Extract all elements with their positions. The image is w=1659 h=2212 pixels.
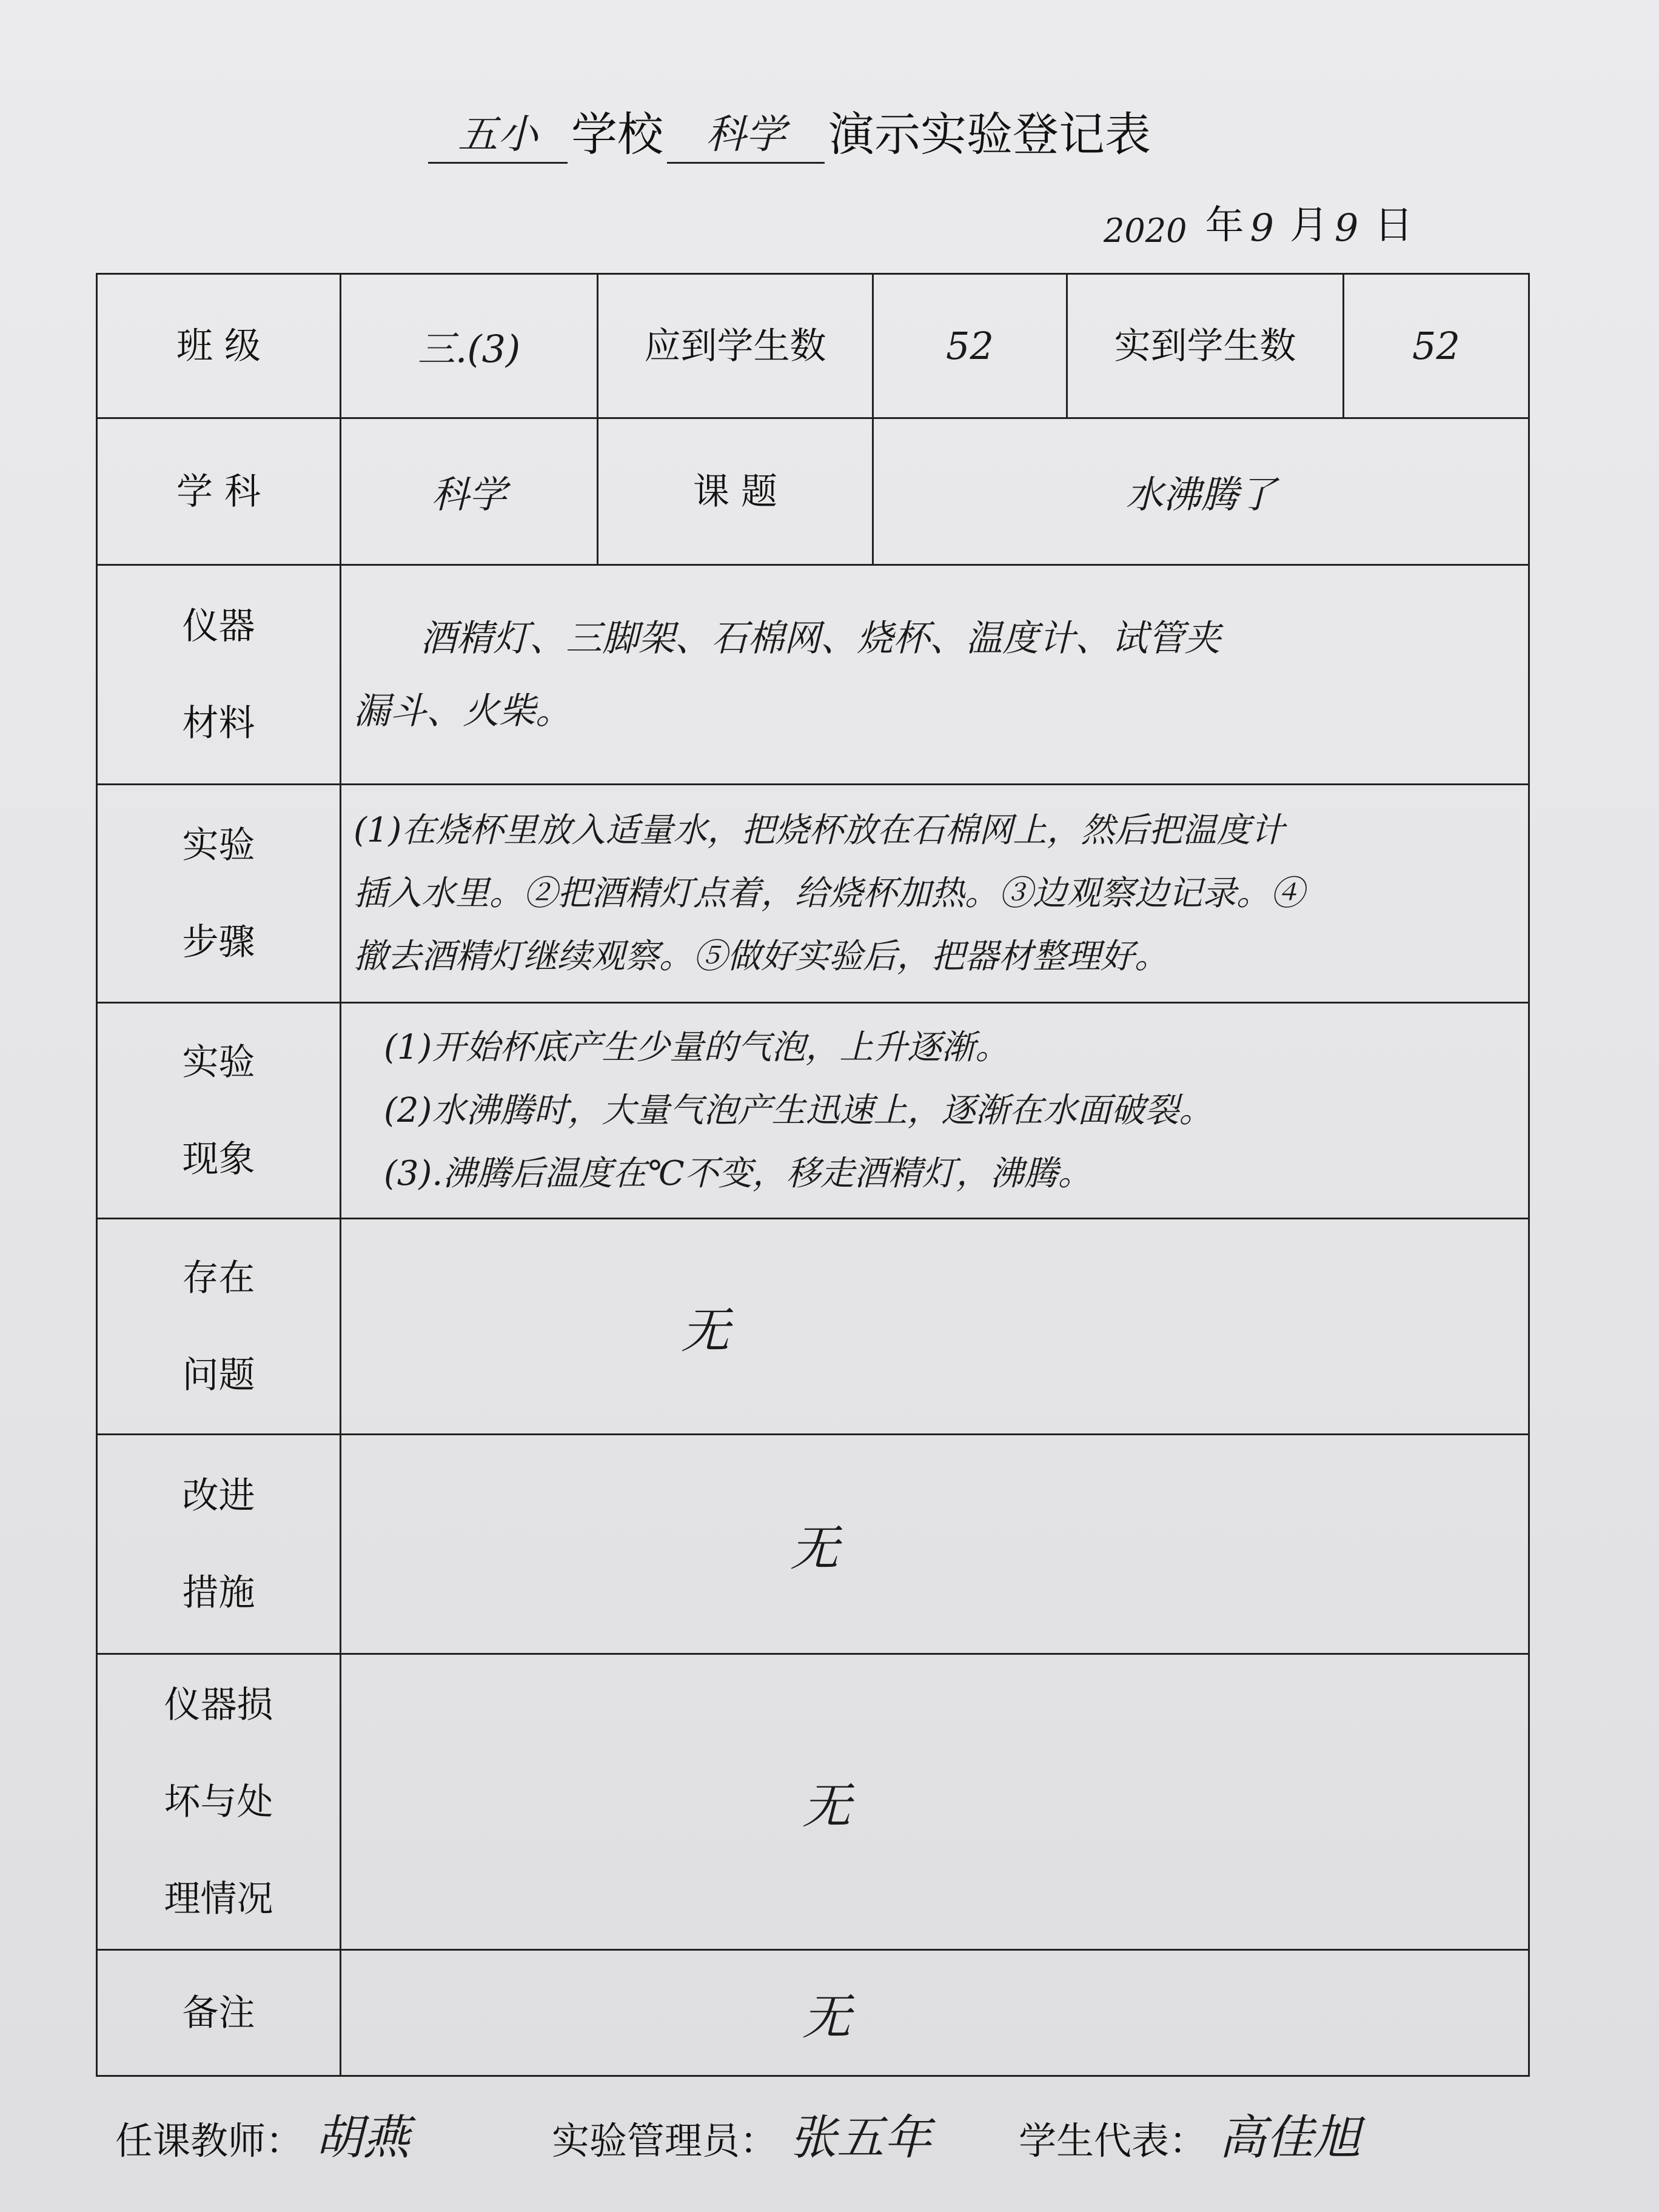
date-month: 9 (1250, 206, 1274, 250)
table-row (97, 1003, 1529, 1219)
phenomena-label-line: 实验 (182, 1041, 255, 1084)
problems-value: 无 (341, 1219, 1529, 1435)
school-name: 五小 (428, 102, 568, 164)
class-label: 班 级 (97, 274, 341, 418)
steps-line: 插入水里。②把酒精灯点着，给烧杯加热。③边观察边记录。④ (354, 873, 1304, 913)
student-value: 高佳旭 (1219, 2111, 1361, 2165)
damage-value: 无 (341, 1654, 1529, 1950)
table-row (97, 1435, 1529, 1654)
steps-line: (1)在烧杯里放入适量水，把烧杯放在石棉网上，然后把温度计 (354, 810, 1285, 850)
teacher-value: 胡燕 (315, 2111, 411, 2165)
date-month-label: 月 (1289, 203, 1329, 248)
steps-label-line: 实验 (182, 823, 255, 866)
steps-label-line: 步骤 (182, 920, 255, 964)
teacher-signature (115, 2100, 410, 2168)
school-label: 学校 (571, 107, 663, 161)
date-day: 9 (1334, 206, 1359, 250)
problems-label-line: 问题 (182, 1353, 255, 1396)
student-signature (1019, 2100, 1361, 2168)
actual-students-label: 实到学生数 (1067, 274, 1344, 418)
signature-footer (115, 2089, 1546, 2180)
equipment-label-line: 仪器 (182, 605, 255, 648)
phenomena-line: (3).沸腾后温度在℃不变，移走酒精灯，沸腾。 (384, 1153, 1092, 1193)
equipment-line: 酒精灯、三脚架、石棉网、烧杯、温度计、试管夹 (420, 617, 1221, 660)
phenomena-content (341, 1003, 1529, 1219)
problems-label-line: 存在 (182, 1256, 255, 1299)
steps-content (341, 785, 1529, 1003)
table-row (97, 1950, 1529, 2076)
date-year-label: 年 (1205, 203, 1244, 248)
teacher-label: 任课教师： (115, 2119, 304, 2163)
admin-signature (552, 2100, 931, 2168)
subject-label: 学 科 (97, 418, 341, 565)
equipment-content (341, 565, 1529, 785)
improvements-label-line: 改进 (182, 1474, 255, 1517)
actual-students-value: 52 (1344, 274, 1529, 418)
table-row (97, 1219, 1529, 1435)
table-row (97, 785, 1529, 1003)
title-suffix: 演示实验登记表 (828, 107, 1151, 161)
problems-label (97, 1219, 341, 1435)
table-row (97, 274, 1529, 418)
title-subject: 科学 (667, 102, 825, 164)
damage-label-line: 仪器损 (164, 1683, 273, 1726)
damage-label-line: 坏与处 (164, 1780, 273, 1823)
damage-label (97, 1654, 341, 1950)
table-row (97, 418, 1529, 565)
admin-value: 张五年 (789, 2111, 932, 2165)
damage-label-line: 理情况 (164, 1877, 273, 1920)
improvements-value: 无 (341, 1435, 1529, 1654)
improvements-label (97, 1435, 341, 1654)
student-label: 学生代表： (1019, 2119, 1207, 2163)
steps-label (97, 785, 341, 1003)
phenomena-line: (1)开始杯底产生少量的气泡，上升逐渐。 (384, 1027, 1010, 1067)
remarks-value: 无 (341, 1950, 1529, 2076)
topic-value: 水沸腾了 (873, 418, 1529, 565)
phenomena-line: (2)水沸腾时，大量气泡产生迅速上，逐渐在水面破裂。 (384, 1090, 1213, 1130)
subject-value: 科学 (341, 418, 598, 565)
form-title (424, 97, 1213, 164)
table-row (97, 1654, 1529, 1950)
steps-line: 撤去酒精灯继续观察。⑤做好实验后，把器材整理好。 (354, 936, 1168, 976)
improvements-label-line: 措施 (182, 1571, 255, 1614)
date-day-label: 日 (1374, 203, 1413, 248)
form-date (1104, 195, 1413, 250)
class-value: 三.(3) (341, 274, 598, 418)
expected-students-value: 52 (873, 274, 1067, 418)
equipment-label (97, 565, 341, 785)
date-year: 2020 (1104, 212, 1187, 250)
phenomena-label-line: 现象 (182, 1138, 255, 1181)
admin-label: 实验管理员： (552, 2119, 778, 2163)
equipment-line: 漏斗、火柴。 (354, 689, 572, 732)
expected-students-label: 应到学生数 (598, 274, 873, 418)
table-row (97, 565, 1529, 785)
experiment-record-table (96, 273, 1530, 2077)
remarks-label: 备注 (97, 1950, 341, 2076)
topic-label: 课 题 (598, 418, 873, 565)
phenomena-label (97, 1003, 341, 1219)
equipment-label-line: 材料 (182, 702, 255, 745)
